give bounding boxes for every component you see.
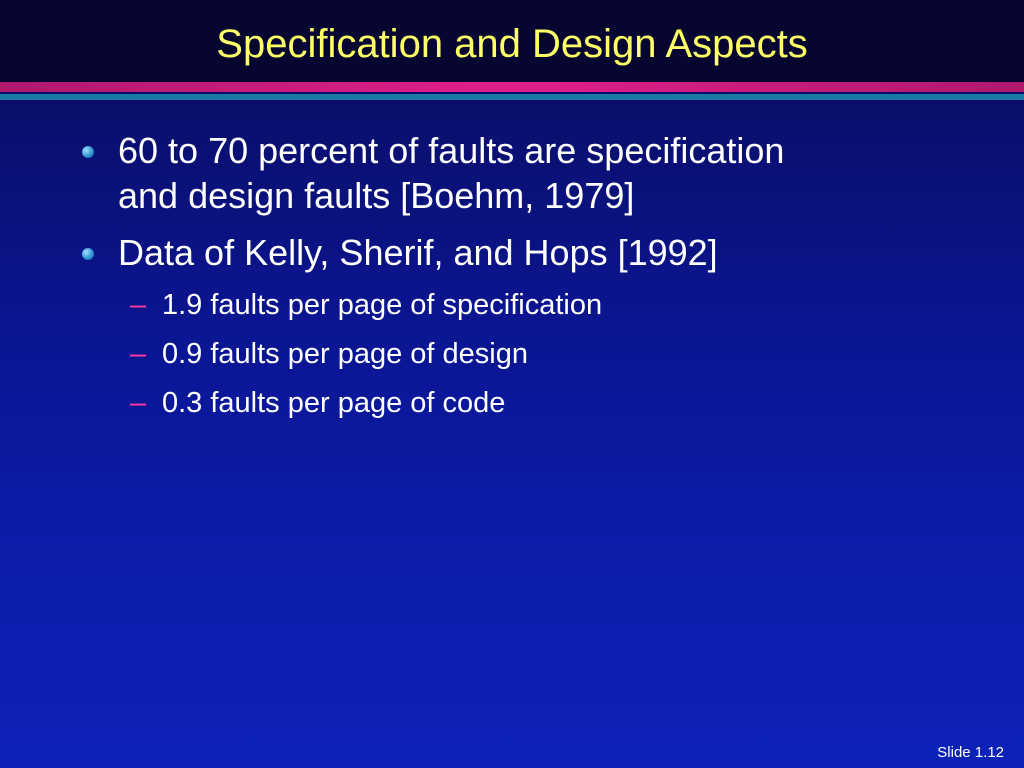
bullet-dot-icon [82, 248, 94, 260]
slide-number: Slide 1.12 [937, 744, 1004, 761]
dash-icon: – [130, 289, 147, 321]
sub-bullet-text: 0.3 faults per page of code [162, 387, 506, 419]
slide-title: Specification and Design Aspects [216, 22, 808, 66]
sub-bullet-item [80, 385, 960, 421]
bullet-item [80, 128, 960, 218]
sub-bullet-text: 1.9 faults per page of specification [162, 289, 603, 321]
bullet-text-line: and design faults [Boehm, 1979] [118, 175, 635, 216]
dash-icon: – [130, 387, 147, 419]
bullet-item [80, 230, 960, 275]
bullet-text: Data of Kelly, Sherif, and Hops [1992] [118, 232, 718, 273]
slide-content [80, 128, 960, 434]
dash-icon: – [130, 338, 147, 370]
title-divider-pink [0, 82, 1024, 92]
sub-bullet-item [80, 287, 960, 323]
title-bar [0, 0, 1024, 82]
bullet-dot-icon [82, 146, 94, 158]
sub-bullet-item [80, 336, 960, 372]
title-divider-blue [0, 94, 1024, 100]
sub-bullet-text: 0.9 faults per page of design [162, 338, 528, 370]
bullet-text-line: 60 to 70 percent of faults are specification [118, 130, 785, 171]
